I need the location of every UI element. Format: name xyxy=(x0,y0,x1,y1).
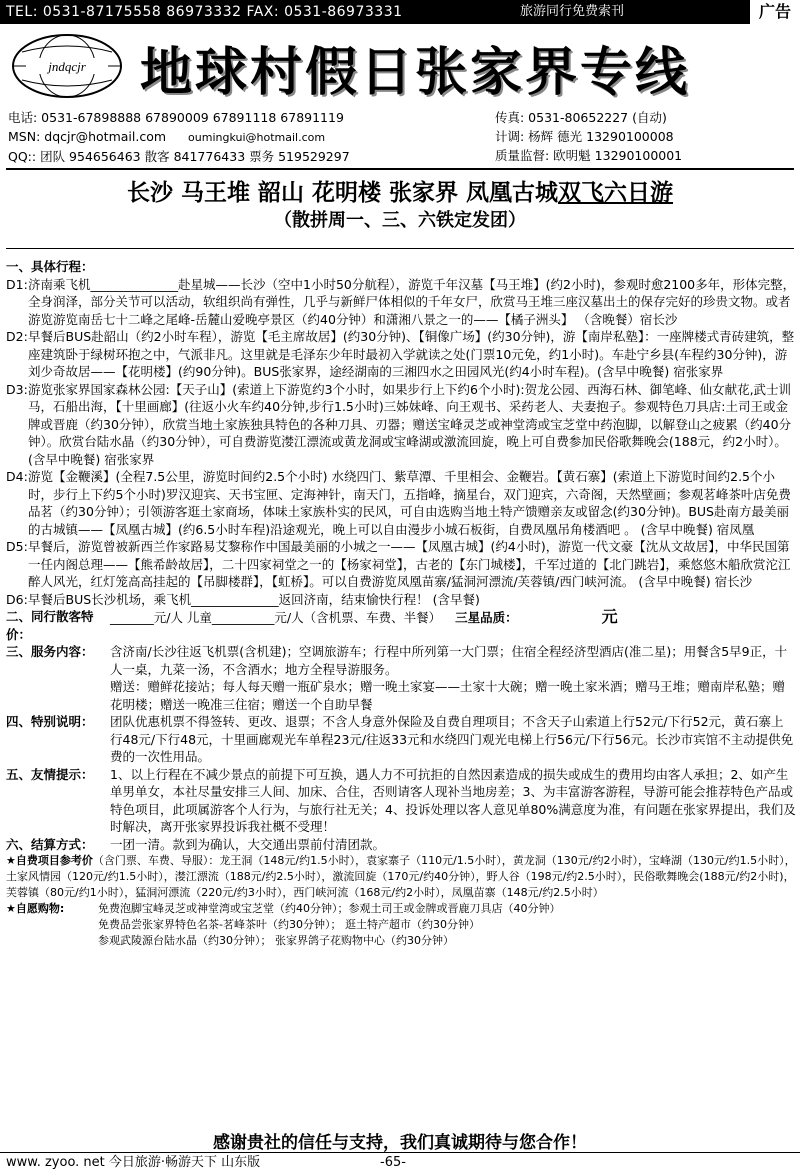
divider xyxy=(6,168,794,170)
day-label: D5: xyxy=(6,539,28,554)
section-heading: 一、具体行程： xyxy=(6,259,94,274)
shopping-line: 免费品尝张家界特色名茶-茗峰茶叶（约30分钟）； 逛土特产超市（约30分钟） xyxy=(98,918,480,931)
top-contact-bar xyxy=(0,0,800,24)
phone-line: 电话: 0531-67898888 67890009 67891118 67891119 xyxy=(8,110,344,125)
quality-value: 元 xyxy=(601,607,618,626)
tips-text: 1、以上行程在不减少景点的前提下可互换，遇人力不可抗拒的自然因素造成的损失或成生的费用均由客人承担；2、如产生单男单女，本社尽量安排三人间、加床、合住，否则请客人现补当地房差；3、为丰富游客游程，导游可能会推荐特色产品或特色项目，此项属游客个人行为，与旅行社无关；4、投诉处理以客人意见单80%满意度为准，有问题在张家界提出，我们及时解决，离开张家界投诉我社概不受理！ xyxy=(110,766,796,834)
route-title-main: 长沙 马王堆 韶山 花明楼 张家界 凤凰古城 xyxy=(126,180,559,206)
day-text: 早餐后BUS长沙机场，乘飞机______________返回济南，结束愉快行程！ (含早餐) xyxy=(28,591,480,607)
section-heading: 六、结算方式： xyxy=(6,836,94,852)
route-title xyxy=(0,174,800,207)
contacts-right xyxy=(495,108,682,165)
page-number: -65- xyxy=(380,1155,406,1170)
self-pay-label: ★自费项目参考价 xyxy=(6,854,93,867)
logo-text: jndqcjr xyxy=(48,59,86,74)
free-index-text: 旅游同行免费索刊 xyxy=(520,4,625,19)
quality-control-line: 质量监督: 欧明魁 13290100001 xyxy=(495,148,683,163)
service-text: 含济南/长沙往返飞机票(含机建)；空调旅游车；行程中所列第一大门票；住宿全程经济型酒店(准二星)；用餐含5早9正，十人一桌，九菜一汤，不含酒水；地方全程导游服务。 xyxy=(110,644,788,677)
section-heading: 三、服务内容： xyxy=(6,644,94,659)
shopping-line: 免费泡脚宝峰灵芝或神堂湾或宝芝堂（约40分钟）；参观土司王或金牌或晋鹿刀具店（40分钟） xyxy=(98,902,561,915)
shopping-line: 参观武陵源台陆水晶（约30分钟）； 张家界鸽子花购物中心（约30分钟） xyxy=(98,934,454,947)
service-row xyxy=(6,643,796,678)
day-text: 早餐后BUS赴韶山（约2小时车程），游览【毛主席故居】(约30分钟)、【铜像广场】(约30分钟)，游【南岸私塾】：一座牌楼式青砖建筑，整座建筑卧于绿树环抱之中，气派非凡。这里就是毛泽东少年时最初入学就读之处(门票10元免，约1小时)。车赴宁乡县(车程约30分钟)，游刘少奇故居——【花明楼】(约90分钟)。BUS张家界，途经湖南的三湘四水之田园风光(约4小时车程)。(含早中晚餐) 宿张家界 xyxy=(28,329,795,379)
day-label: D6: xyxy=(6,591,28,607)
tips-row xyxy=(6,766,796,836)
itinerary-day xyxy=(6,468,796,538)
msn-secondary: oumingkui@hotmail.com xyxy=(188,131,326,144)
dispatch-line: 计调: 杨辉 德光 13290100008 xyxy=(495,129,674,144)
itinerary-day xyxy=(6,538,796,591)
day-text: 早餐后，游览曾被新西兰作家路易艾黎称作中国最美丽的小城之一——【凤凰古城】(约4小时)，游览一代文豪【沈从文故居】，中华民国第一任内阁总理——【熊希龄故居】，二十四家祠堂之一的【杨家祠堂】，古老的【东门城楼】，千军过道的【北门跳岩】，乘悠悠木船欣赏沱江醉人风光，红灯笼高高挂起的【吊脚楼群】，【虹桥】。可以自费游览凤凰苗寨/猛洞河漂流/芙蓉镇/西门峡河流。 (含早中晚餐) 宿长沙 xyxy=(28,539,791,589)
itinerary-day xyxy=(6,328,796,381)
fax-line: 传真: 0531-80652227 (自动) xyxy=(495,110,667,125)
price-blanks: _______元/人 儿童__________元/人（含机票、车费、半餐） xyxy=(110,610,442,625)
section-heading: 五、友情提示： xyxy=(6,766,94,782)
globe-logo xyxy=(8,30,126,100)
ad-badge: 广告 xyxy=(747,0,800,24)
day-label: D1: xyxy=(6,276,28,292)
contacts-left xyxy=(8,108,350,166)
gifts-text: 赠送：赠鲜花接站；每人每天赠一瓶矿泉水；赠一晚土家宴——土家十大碗；赠一晚土家米酒；赠马王堆；赠南岸私塾；赠花明楼；赠送一晚准三住宿；赠送一个自助早餐 xyxy=(110,679,786,712)
shopping-lines xyxy=(98,901,796,949)
quality-label: 三星品质： xyxy=(455,610,518,625)
special-note-row xyxy=(6,713,796,766)
bottom-bar xyxy=(0,1152,800,1172)
itinerary-body xyxy=(6,258,796,949)
departure-note: （散拼周一、三、六铁定发团） xyxy=(274,210,526,231)
thanks-banner: 感谢贵社的信任与支持，我们真诚期待与您合作！ xyxy=(213,1133,587,1153)
top-contact-text: TEL: 0531-87175558 86973332 FAX: 0531-86973331 xyxy=(6,4,403,20)
self-pay-block xyxy=(6,853,796,901)
price-row xyxy=(6,608,796,643)
day-label: D3: xyxy=(6,381,28,397)
special-note-text: 团队优惠机票不得签转、更改、退票；不含人身意外保险及自费自理项目；不含天子山索道上行52元/下行52元，黄石寨上行48元/下行48元，十里画廊观光车单程23元/往返33元和水绕四门观光电梯上行56元/下行56元。长沙市宾馆不主动提供免费的一次性用品。 xyxy=(110,714,794,764)
divider xyxy=(6,248,794,249)
gifts-row xyxy=(6,678,796,713)
day-text: 游览张家界国家森林公园:【天子山】(索道上下游览约3个小时，如果步行上下约6个小时):贺龙公园、西海石林、御笔峰、仙女献花,武士训马，石船出海，【十里画廊】(往返小火车约40分钟,步行1.5小时)三姊妹峰、向王观书、采药老人、夫妻抱子。参观特色刀具店:土司王或金牌或晋鹿（约30分钟），欣赏当地土家族独具特色的各种刀具、刃器；赠送宝峰灵芝或神堂湾或宝芝堂中药泡脚，以解登山之疲累（约40分钟）。欣赏台陆水晶（约30分钟），可自费游览漤江漂流或黄龙洞或宝峰湖或激流回旋，晚上可自费参加民俗歌舞晚会(188元，约2小时）。 (含早中晚餐) 宿张家界 xyxy=(28,381,792,467)
msn-primary: MSN: dqcjr@hotmail.com xyxy=(8,129,167,144)
section-heading: 二、同行散客特价： xyxy=(6,609,94,642)
settlement-row xyxy=(6,836,796,854)
itinerary-day xyxy=(6,591,796,609)
itinerary-day xyxy=(6,381,796,469)
company-title: 地球村假日张家界专线 xyxy=(140,43,691,103)
day-text: 济南乘飞机______________赴星城——长沙（空中1小时50分航程），游览千年汉墓【马王堆】(约2小时)，参观时愈2100多年，形体完整，全身润泽，部分关节可以活动，软组织尚有弹性，几乎与新鲜尸体相似的千年女尸，欣赏马王堆三座汉墓出土的保存完好的珍贵文物。或者游览游览南岳七十二峰之尾峰-岳麓山爱晚亭景区（约40分钟）和潇湘八景之一的——【橘子洲头】 （含晚餐）宿长沙 xyxy=(28,276,796,327)
qq-line: QQ:: 团队 954656463 散客 841776433 票务 519529297 xyxy=(8,149,350,164)
price-text xyxy=(110,608,796,643)
day-text: 游览【金鞭溪】(全程7.5公里，游览时间约2.5个小时) 水绕四门、紫草潭、千里相会、金鞭岩。【黄石寨】(索道上下游览时间约2.5个小时，步行上下约5个小时)罗汉迎宾、天书宝匣、定海神针，南天门，五指峰，摘星台，双门迎宾，六奇阁，天然壁画；参观茗峰茶叶店免费品茗（约30分钟）；引领游客逛土家商场，体味土家族朴实的民风，可自由选购当地土特产馈赠亲友或留念(约30分钟)。BUS赴南方最美丽的古城镇——【凤凰古城】(约6.5小时车程)沿途观光，晚上可以自由漫步小城石板街，自费凤凰吊角楼酒吧 。 (含早中晚餐) 宿凤凰 xyxy=(28,469,791,537)
self-pay-text: （含门票、车费、导服）：龙王洞（148元/约1.5小时），袁家寨子（110元/1.5小时），黄龙洞（130元/约2小时），宝峰湖（130元/约1.5小时），土家风情园（120元/约1.5小时），漤江漂流（188元/约2.5小时），激流回旋（170元/约40分钟），野人谷（198元/约2.5小时），民俗歌舞晚会(188元/约2小时)，芙蓉镇（80元/约1小时），猛洞河漂流（220元/约3小时），西门峡河流（168元/约2小时），凤凰苗寨（148元/约2.5小时） xyxy=(6,854,796,899)
section-heading: 四、特别说明： xyxy=(6,714,94,729)
site-slogan: www. zyoo. net 今日旅游·畅游天下 山东版 xyxy=(6,1155,261,1170)
shopping-label: ★自愿购物: xyxy=(6,902,65,915)
settlement-text: 一团一清。款到为确认，大交通出票前付清团款。 xyxy=(110,836,386,852)
route-title-underlined: 双飞六日游 xyxy=(558,180,674,206)
itinerary-day xyxy=(6,276,796,329)
msn-line xyxy=(8,127,350,147)
day-label: D2: xyxy=(6,329,28,344)
day-label: D4: xyxy=(6,469,28,484)
shopping-block xyxy=(6,901,796,949)
